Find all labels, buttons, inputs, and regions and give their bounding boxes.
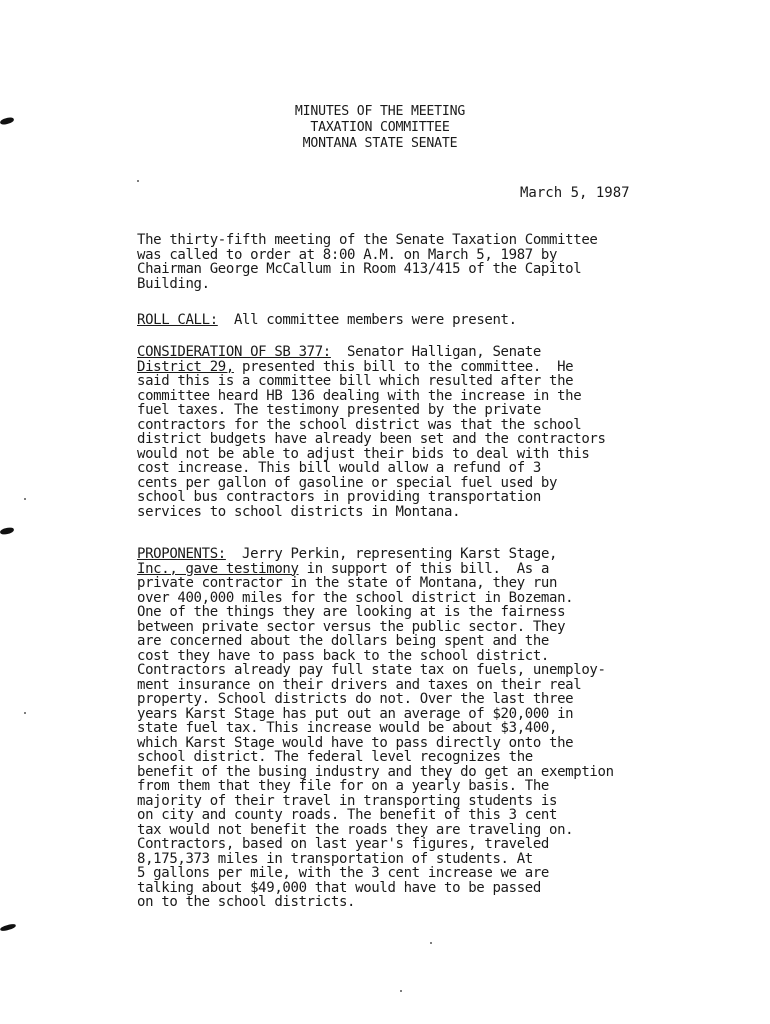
proponents-line: private contractor in the state of Montana, they run [137, 575, 558, 591]
consideration-first-line: Senator Halligan, Senate [330, 344, 541, 360]
proponents-second-line: in support of this bill. As a [298, 560, 550, 577]
consideration-line: fuel taxes. The testimony presented by the private [137, 402, 541, 418]
proponents-line: state fuel tax. This increase would be about $3,400, [137, 720, 558, 736]
proponents-line: over 400,000 miles for the school district in Bozeman. [137, 589, 574, 606]
consideration-line: cost increase. This bill would allow a refund of 3 [137, 460, 541, 476]
header-line-committee: TAXATION COMMITTEE [310, 120, 450, 135]
proponents-label: PROPONENTS: [137, 546, 226, 562]
scan-speck [24, 712, 26, 714]
scan-speck [430, 942, 432, 944]
proponents-line: Contractors, based on last year's figures, traveled [137, 836, 550, 852]
consideration-line: would not be able to adjust their bids to deal with this [137, 445, 590, 462]
proponents-line: school district. The federal level recognizes the [137, 749, 533, 765]
proponents-line: are concerned about the dollars being spent and the [137, 633, 550, 649]
header-line-senate: MONTANA STATE SENATE [302, 136, 458, 151]
proponents-line: talking about $49,000 that would have to be passed [137, 879, 541, 896]
proponents-line: 8,175,373 miles in transportation of students. At [137, 850, 533, 867]
scan-punch-mark [0, 117, 14, 126]
proponents-line: on to the school districts. [137, 894, 356, 910]
consideration-paragraph [137, 345, 712, 519]
proponents-line: cost they have to pass back to the school district. [137, 647, 550, 664]
proponents-line: One of the things they are looking at is the fairness [137, 604, 566, 620]
consideration-label: CONSIDERATION OF SB 377: [137, 344, 331, 360]
proponents-line: on city and county roads. The benefit of this 3 cent [137, 807, 558, 823]
proponents-line: Contractors already pay full state tax on fuels, unemploy- [137, 662, 606, 678]
proponents-paragraph [137, 547, 712, 910]
consideration-line: committee heard HB 136 dealing with the increase in the [137, 387, 582, 404]
proponents-line: benefit of the busing industry and they do get an exemption [137, 763, 614, 780]
scan-speck [137, 180, 139, 182]
proponents-label-cont: Inc., gave testimony [137, 560, 299, 577]
roll-call-text: All committee members were present. [217, 312, 517, 328]
roll-call-paragraph [137, 313, 712, 328]
roll-call-label: ROLL CALL: [137, 312, 218, 328]
scan-speck [400, 990, 402, 992]
proponents-line: 5 gallons per mile, with the 3 cent increase we are [137, 865, 550, 881]
proponents-line: from them that they file for on a yearly basis. The [137, 778, 550, 794]
consideration-line: services to school districts in Montana. [137, 503, 461, 520]
intro-line: The thirty-fifth meeting of the Senate Taxation Committee [137, 232, 598, 248]
scan-punch-mark [0, 527, 14, 535]
scan-speck [24, 498, 26, 500]
proponents-first-line: Jerry Perkin, representing Karst Stage, [225, 546, 558, 562]
proponents-line: between private sector versus the public sector. They [137, 618, 566, 635]
intro-line: Building. [137, 275, 210, 292]
scan-punch-mark [0, 923, 16, 932]
consideration-line: district budgets have already been set and the contractors [137, 431, 606, 447]
consideration-label-cont: District 29, [137, 358, 234, 375]
proponents-line: years Karst Stage has put out an average of $20,000 in [137, 705, 574, 722]
consideration-line: school bus contractors in providing transportation [137, 489, 541, 505]
proponents-line: majority of their travel in transporting students is [137, 792, 558, 809]
proponents-line: property. School districts do not. Over the last three [137, 691, 574, 707]
intro-line: was called to order at 8:00 A.M. on March 5, 1987 by [137, 246, 558, 263]
consideration-line: cents per gallon of gasoline or special fuel used by [137, 474, 558, 491]
consideration-line: contractors for the school district was that the school [137, 416, 582, 433]
meeting-date: March 5, 1987 [520, 185, 630, 201]
consideration-line: said this is a committee bill which resulted after the [137, 373, 574, 389]
document-header [250, 104, 510, 152]
proponents-line: tax would not benefit the roads they are traveling on. [137, 821, 574, 838]
header-line-minutes: MINUTES OF THE MEETING [294, 104, 466, 119]
proponents-line: ment insurance on their drivers and taxes on their real [137, 676, 582, 693]
intro-line: Chairman George McCallum in Room 413/415 of the Capitol [137, 261, 582, 277]
intro-paragraph [137, 233, 712, 291]
proponents-line: which Karst Stage would have to pass directly onto the [137, 734, 574, 751]
consideration-second-line: presented this bill to the committee. He [233, 358, 574, 375]
